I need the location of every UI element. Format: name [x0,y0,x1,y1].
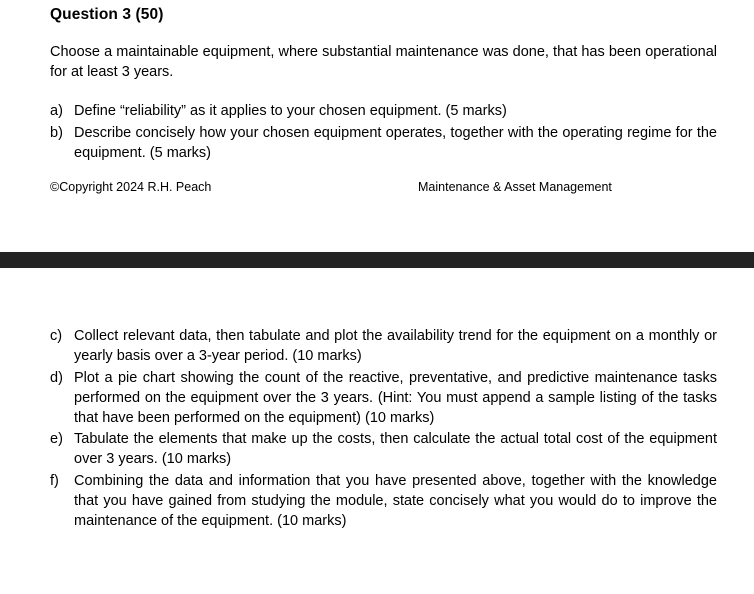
item-letter: d) [50,369,63,386]
item-text: Define “reliability” as it applies to your chosen equipment. (5 marks) [74,103,507,119]
page-divider [0,252,754,268]
question-title: Question 3 (50) [50,6,164,23]
question-item-e [50,429,717,469]
question-list-page2 [50,326,717,531]
item-text: Collect relevant data, then tabulate and plot the availability trend for the equipment on a monthly or yearly basis over a 3-year period. (10 marks) [74,328,717,364]
question-intro: Choose a maintainable equipment, where substantial maintenance was done, that has been operational for at least 3 years. [50,44,717,80]
item-letter: f) [50,472,59,489]
item-text: Combining the data and information that you have presented above, together with the knowledge that you have gained from studying the module, state concisely what you would do to improve the maintenance of the equipment. (10 marks) [74,472,717,529]
item-letter: e) [50,431,63,447]
item-letter: c) [50,328,63,344]
item-text: Tabulate the elements that make up the costs, then calculate the actual total cost of the equipment over 3 years. (10 marks) [74,431,717,467]
question-item-a [50,101,717,121]
question-list-page1 [50,101,717,163]
question-item-d [50,368,717,428]
module-footer: Maintenance & Asset Management [418,180,612,194]
item-text: Plot a pie chart showing the count of the reactive, preventative, and predictive maintenance tasks performed on the equipment over the 3 years. (Hint: You must append a sample listing of the tasks that have been performed on the equipment) (10 marks) [74,369,717,426]
item-letter: a) [50,103,63,119]
question-item-b [50,123,717,163]
copyright-footer: ©Copyright 2024 R.H. Peach [50,180,212,194]
item-text: Describe concisely how your chosen equipment operates, together with the operating regime for the equipment. (5 marks) [74,124,717,161]
item-letter: b) [50,124,63,141]
question-item-c [50,326,717,366]
question-item-f [50,471,717,531]
